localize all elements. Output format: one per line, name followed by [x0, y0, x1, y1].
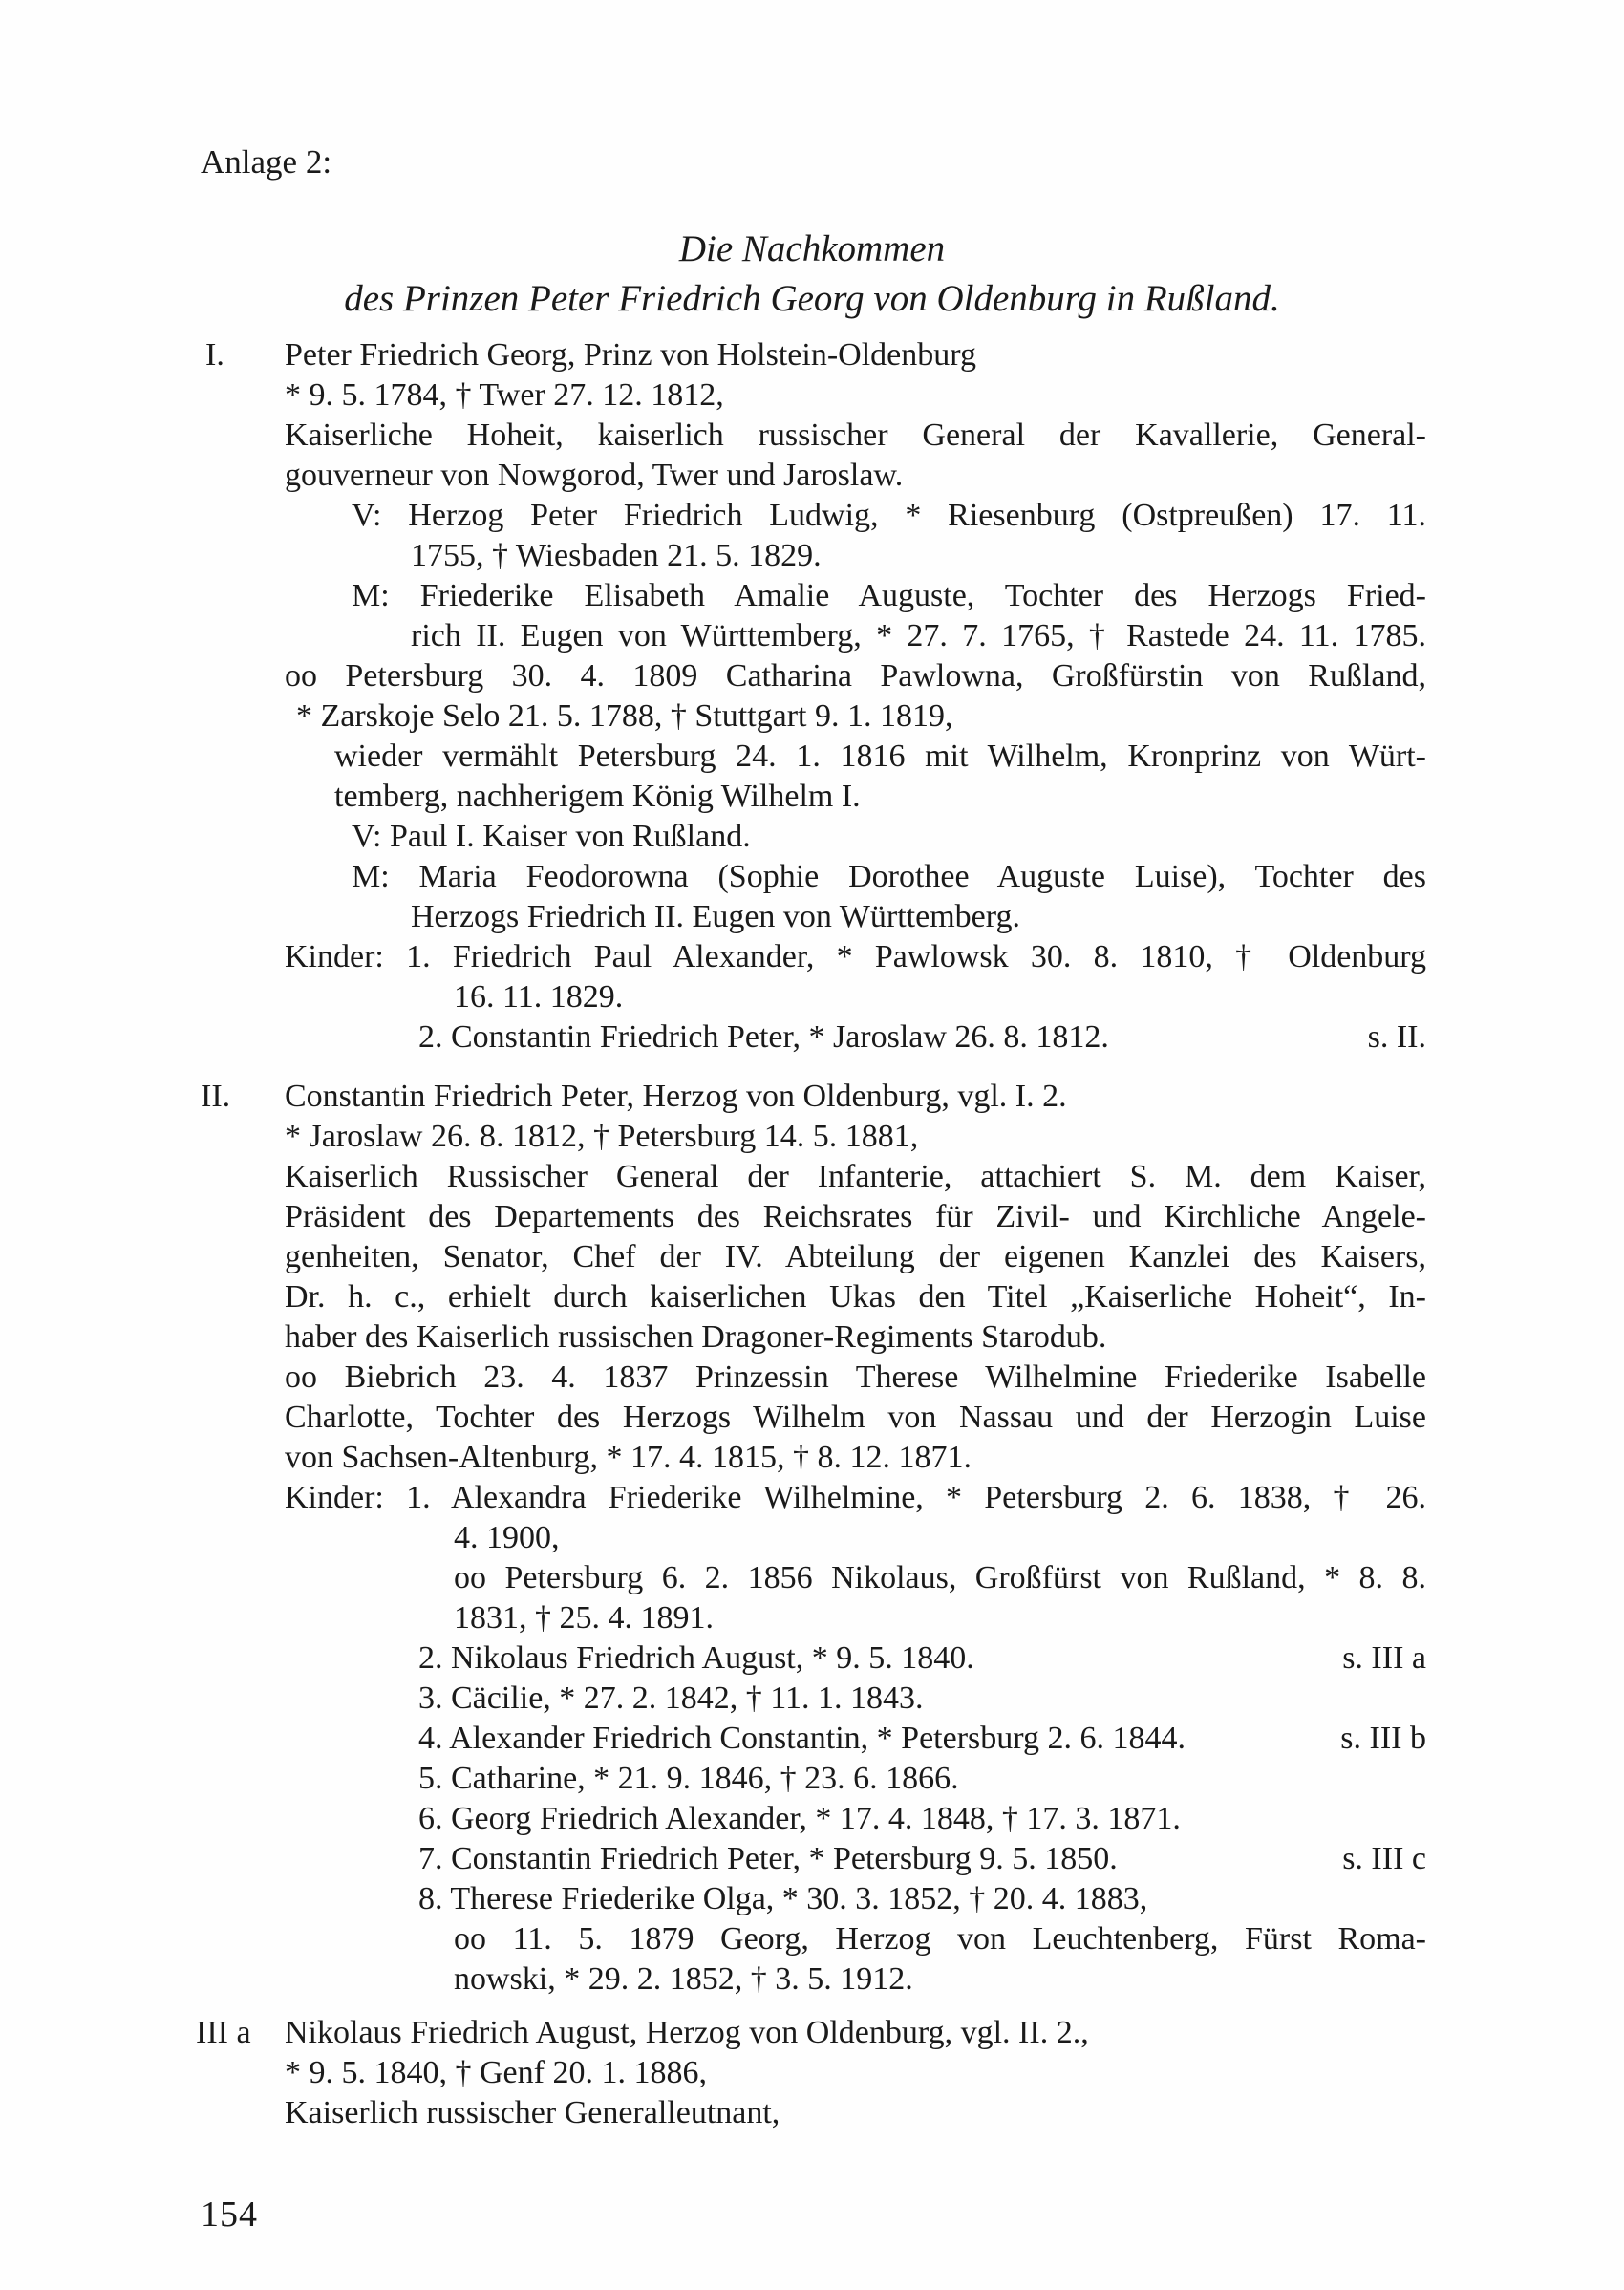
text-line: 3. Cäcilie, * 27. 2. 1842, † 11. 1. 1843.	[418, 1680, 924, 1716]
text-line: Herzogs Friedrich II. Eugen von Württemberg.	[411, 899, 1020, 934]
section-number: II.	[201, 1079, 231, 1114]
title-line-1: Die Nachkommen	[678, 228, 946, 269]
text-line: 4. Alexander Friedrich Constantin, * Petersburg 2. 6. 1844.	[418, 1721, 1186, 1756]
text-line: Kaiserliche Hoheit, kaiserlich russischer General der Kavallerie, General-	[285, 417, 1426, 453]
text-line: Peter Friedrich Georg, Prinz von Holstein-Oldenburg	[285, 337, 976, 373]
text-line: Charlotte, Tochter des Herzogs Wilhelm von Nassau und der Herzogin Luise	[285, 1400, 1426, 1435]
text-line: M: Friederike Elisabeth Amalie Auguste, Tochter des Herzogs Fried-	[352, 578, 1426, 613]
text-line: V: Paul I. Kaiser von Rußland.	[352, 819, 751, 854]
page-header: Anlage 2:	[201, 143, 332, 181]
text-line: von Sachsen-Altenburg, * 17. 4. 1815, † 8. 12. 1871.	[285, 1440, 972, 1475]
text-line: * Zarskoje Selo 21. 5. 1788, † Stuttgart 9. 1. 1819,	[296, 698, 953, 734]
text-line: Kinder: 1. Alexandra Friederike Wilhelmine, * Petersburg 2. 6. 1838, † 26.	[285, 1480, 1426, 1515]
text-line: oo Biebrich 23. 4. 1837 Prinzessin Therese Wilhelmine Friederike Isabelle	[285, 1359, 1426, 1395]
text-line: genheiten, Senator, Chef der IV. Abteilung der eigenen Kanzlei des Kaisers,	[285, 1239, 1426, 1274]
text-line: haber des Kaiserlich russischen Dragoner-Regiments Starodub.	[285, 1319, 1107, 1355]
title-line-2: des Prinzen Peter Friedrich Georg von Oldenburg in Rußland.	[344, 278, 1280, 319]
text-line: M: Maria Feodorowna (Sophie Dorothee Auguste Luise), Tochter des	[352, 859, 1426, 894]
text-line: Dr. h. c., erhielt durch kaiserlichen Ukas den Titel „Kaiserliche Hoheit“, In-	[285, 1279, 1426, 1315]
text-line: wieder vermählt Petersburg 24. 1. 1816 mit Wilhelm, Kronprinz von Würt-	[334, 738, 1426, 774]
text-line: 4. 1900,	[454, 1520, 560, 1555]
text-line: V: Herzog Peter Friedrich Ludwig, * Riesenburg (Ostpreußen) 17. 11.	[352, 498, 1426, 533]
text-line: Kaiserlich Russischer General der Infanterie, attachiert S. M. dem Kaiser,	[285, 1159, 1426, 1194]
text-line: 16. 11. 1829.	[454, 979, 624, 1015]
text-line: 5. Catharine, * 21. 9. 1846, † 23. 6. 1866.	[418, 1761, 959, 1796]
text-line: 8. Therese Friederike Olga, * 30. 3. 1852, † 20. 4. 1883,	[418, 1881, 1148, 1916]
section-number: I.	[205, 337, 224, 373]
text-line: Nikolaus Friedrich August, Herzog von Oldenburg, vgl. II. 2.,	[285, 2015, 1089, 2050]
text-line: 7. Constantin Friedrich Peter, * Petersburg 9. 5. 1850.	[418, 1841, 1118, 1876]
page-number: 154	[201, 2194, 258, 2235]
text-line: * Jaroslaw 26. 8. 1812, † Petersburg 14. 5. 1881,	[285, 1119, 919, 1154]
text-line: oo Petersburg 30. 4. 1809 Catharina Pawlowna, Großfürstin von Rußland,	[285, 658, 1426, 694]
text-line: Kaiserlich russischer Generalleutnant,	[285, 2095, 780, 2130]
text-line: 2. Nikolaus Friedrich August, * 9. 5. 1840.	[418, 1640, 974, 1676]
cross-reference: s. III b	[1340, 1721, 1426, 1756]
text-line: Präsident des Departements des Reichsrates für Zivil- und Kirchliche Angele-	[285, 1199, 1426, 1234]
text-line: Kinder: 1. Friedrich Paul Alexander, * Pawlowsk 30. 8. 1810, † Oldenburg	[285, 939, 1426, 974]
text-line: rich II. Eugen von Württemberg, * 27. 7. 1765, † Rastede 24. 11. 1785.	[411, 618, 1426, 653]
text-line: 6. Georg Friedrich Alexander, * 17. 4. 1848, † 17. 3. 1871.	[418, 1801, 1181, 1836]
cross-reference: s. III a	[1342, 1640, 1426, 1676]
cross-reference: s. III c	[1342, 1841, 1426, 1876]
text-line: oo 11. 5. 1879 Georg, Herzog von Leuchtenberg, Fürst Roma-	[454, 1921, 1426, 1957]
text-line: gouverneur von Nowgorod, Twer und Jaroslaw.	[285, 458, 904, 493]
text-line: 1755, † Wiesbaden 21. 5. 1829.	[411, 538, 822, 573]
text-line: temberg, nachherigem König Wilhelm I.	[334, 779, 861, 814]
cross-reference: s. II.	[1367, 1019, 1426, 1055]
text-line: oo Petersburg 6. 2. 1856 Nikolaus, Großfürst von Rußland, * 8. 8.	[454, 1560, 1426, 1595]
text-line: * 9. 5. 1784, † Twer 27. 12. 1812,	[285, 377, 724, 413]
text-line: 2. Constantin Friedrich Peter, * Jaroslaw 26. 8. 1812.	[418, 1019, 1109, 1055]
text-line: * 9. 5. 1840, † Genf 20. 1. 1886,	[285, 2055, 707, 2090]
text-line: 1831, † 25. 4. 1891.	[454, 1600, 714, 1636]
text-line: nowski, * 29. 2. 1852, † 3. 5. 1912.	[454, 1961, 913, 1997]
text-line: Constantin Friedrich Peter, Herzog von Oldenburg, vgl. I. 2.	[285, 1079, 1067, 1114]
section-number: III a	[196, 2015, 251, 2050]
